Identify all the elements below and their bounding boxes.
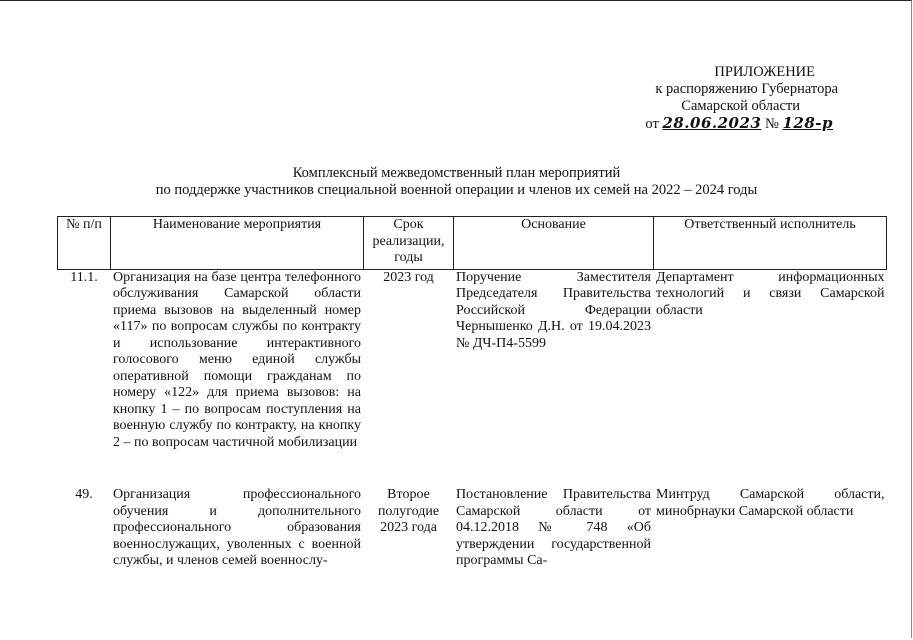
table-row <box>58 269 887 451</box>
header-name: Наименование мероприятия <box>111 217 364 270</box>
appendix-date-line <box>598 115 833 133</box>
row-basis: Постановление Правительства Самарской области от 04.12.2018 № 748 «Об утверждении государственной программы Са- <box>456 487 651 568</box>
row-responsible: Департамент информационных технологий и связи Самарской области <box>656 269 885 318</box>
header-responsible: Ответственный исполнитель <box>654 217 887 270</box>
row-basis: Поручение Заместителя Председателя Правительства Российской Федерации Чернышенко Д.Н. от 19.04.2023 № ДЧ-П4-5599 <box>456 269 651 351</box>
row-term: 2023 год <box>383 269 434 285</box>
appendix-line3: Самарской области <box>681 98 800 114</box>
handwritten-date: 28.06.2023 <box>662 114 762 132</box>
header-num: № п/п <box>58 217 111 270</box>
document-title <box>0 165 913 199</box>
row-term: Второе полугодие 2023 года <box>377 487 440 535</box>
from-label: от <box>645 116 659 132</box>
number-label: № <box>765 116 779 132</box>
appendix-header <box>598 64 838 133</box>
appendix-title: ПРИЛОЖЕНИЕ <box>714 64 815 80</box>
row-name: Организация профессионального обучения и дополнительного профессионального образования военнослужащих, уволенных с военной службы, и членов семей военнослу- <box>113 487 361 568</box>
row-spacer <box>58 451 887 487</box>
header-term: Срок реализации, годы <box>364 217 454 270</box>
header-basis: Основание <box>454 217 654 270</box>
document-title-line1: Комплексный межведомственный план мероприятий <box>292 165 621 181</box>
row-num: 11.1. <box>70 269 98 285</box>
appendix-line2: к распоряжению Губернатора <box>655 81 838 97</box>
row-num: 49. <box>75 487 93 502</box>
document-title-line2: по поддержке участников специальной военной операции и членов их семей на 2022 – 2024 годы <box>155 182 758 198</box>
row-responsible: Минтруд Самарской области, минобрнауки Самарской области <box>656 487 885 519</box>
plan-table <box>57 216 887 570</box>
table-row <box>58 487 887 570</box>
handwritten-number: 128-р <box>782 114 833 132</box>
table-header-row <box>58 217 887 270</box>
row-name: Организация на базе центра телефонного обслуживания Самарской области приема вызовов на выделенный номер «117» по вопросам службы по контракту и использование интерактивного голосового меню единой службы оперативной помощи гражданам по номеру «122» для приема вызовов: на кнопку 1 – по вопросам поступления на военную службу по контракту, на кнопку 2 – по вопросам частичной мобилизации <box>113 269 361 450</box>
